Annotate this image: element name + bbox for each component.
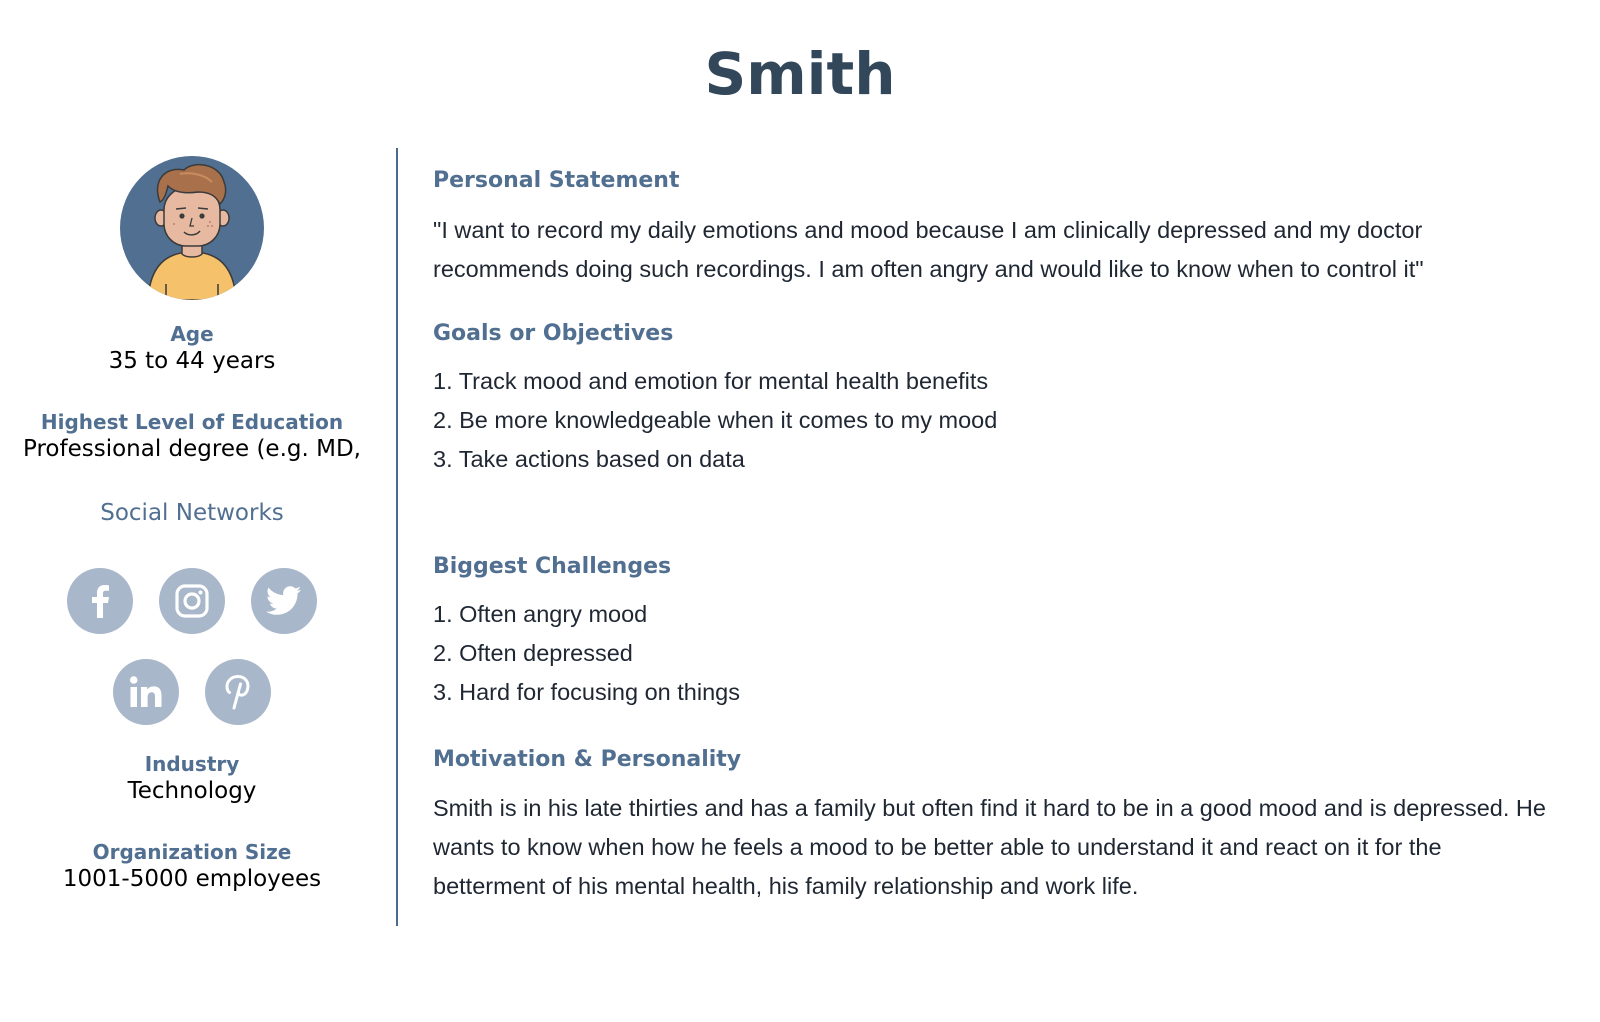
- personal-statement-text: "I want to record my daily emotions and mood because I am clinically depressed and my doctor recommends doing such recordings. I am often angry and would like to know when to control it": [433, 217, 1424, 282]
- pinterest-icon: [223, 674, 253, 710]
- organization-size-label: Organization Size: [92, 840, 292, 864]
- challenges-title: Biggest Challenges: [433, 554, 672, 579]
- motivation-text: Smith is in his late thirties and has a family but often find it hard to be in a good mood and is depressed. He wants to know when how he feels a mood to be better able to understand it and react on it for the betterment of his mental health, his family relationship and work life.: [433, 795, 1546, 899]
- challenge-item: 2. Often depressed: [433, 640, 633, 666]
- goals-title: Goals or Objectives: [433, 321, 674, 346]
- twitter-button[interactable]: [251, 568, 317, 634]
- goal-item: 1. Track mood and emotion for mental health benefits: [433, 368, 989, 394]
- goal-item: 2. Be more knowledgeable when it comes to my mood: [433, 407, 998, 433]
- goal-item: 3. Take actions based on data: [433, 446, 745, 472]
- linkedin-icon: [129, 675, 163, 709]
- instagram-button[interactable]: [159, 568, 225, 634]
- motivation-title: Motivation & Personality: [433, 747, 742, 772]
- education-label: Highest Level of Education: [40, 410, 344, 434]
- social-networks-label: Social Networks: [100, 500, 284, 526]
- education-value: Professional degree (e.g. MD,: [23, 436, 361, 462]
- instagram-icon: [175, 584, 209, 618]
- organization-size-value: 1001-5000 employees: [62, 866, 322, 892]
- column-divider: [396, 148, 398, 926]
- facebook-icon: [85, 584, 115, 618]
- challenge-item: 3. Hard for focusing on things: [433, 679, 740, 705]
- linkedin-button[interactable]: [113, 659, 179, 725]
- industry-value: Technology: [127, 778, 257, 804]
- industry-label: Industry: [144, 752, 240, 776]
- age-label: Age: [170, 322, 214, 346]
- age-value: 35 to 44 years: [108, 348, 276, 374]
- pinterest-button[interactable]: [205, 659, 271, 725]
- challenge-item: 1. Often angry mood: [433, 601, 648, 627]
- personal-statement-title: Personal Statement: [433, 168, 680, 193]
- persona-name: Smith: [704, 40, 896, 108]
- twitter-icon: [266, 586, 302, 616]
- avatar: [120, 156, 264, 300]
- facebook-button[interactable]: [67, 568, 133, 634]
